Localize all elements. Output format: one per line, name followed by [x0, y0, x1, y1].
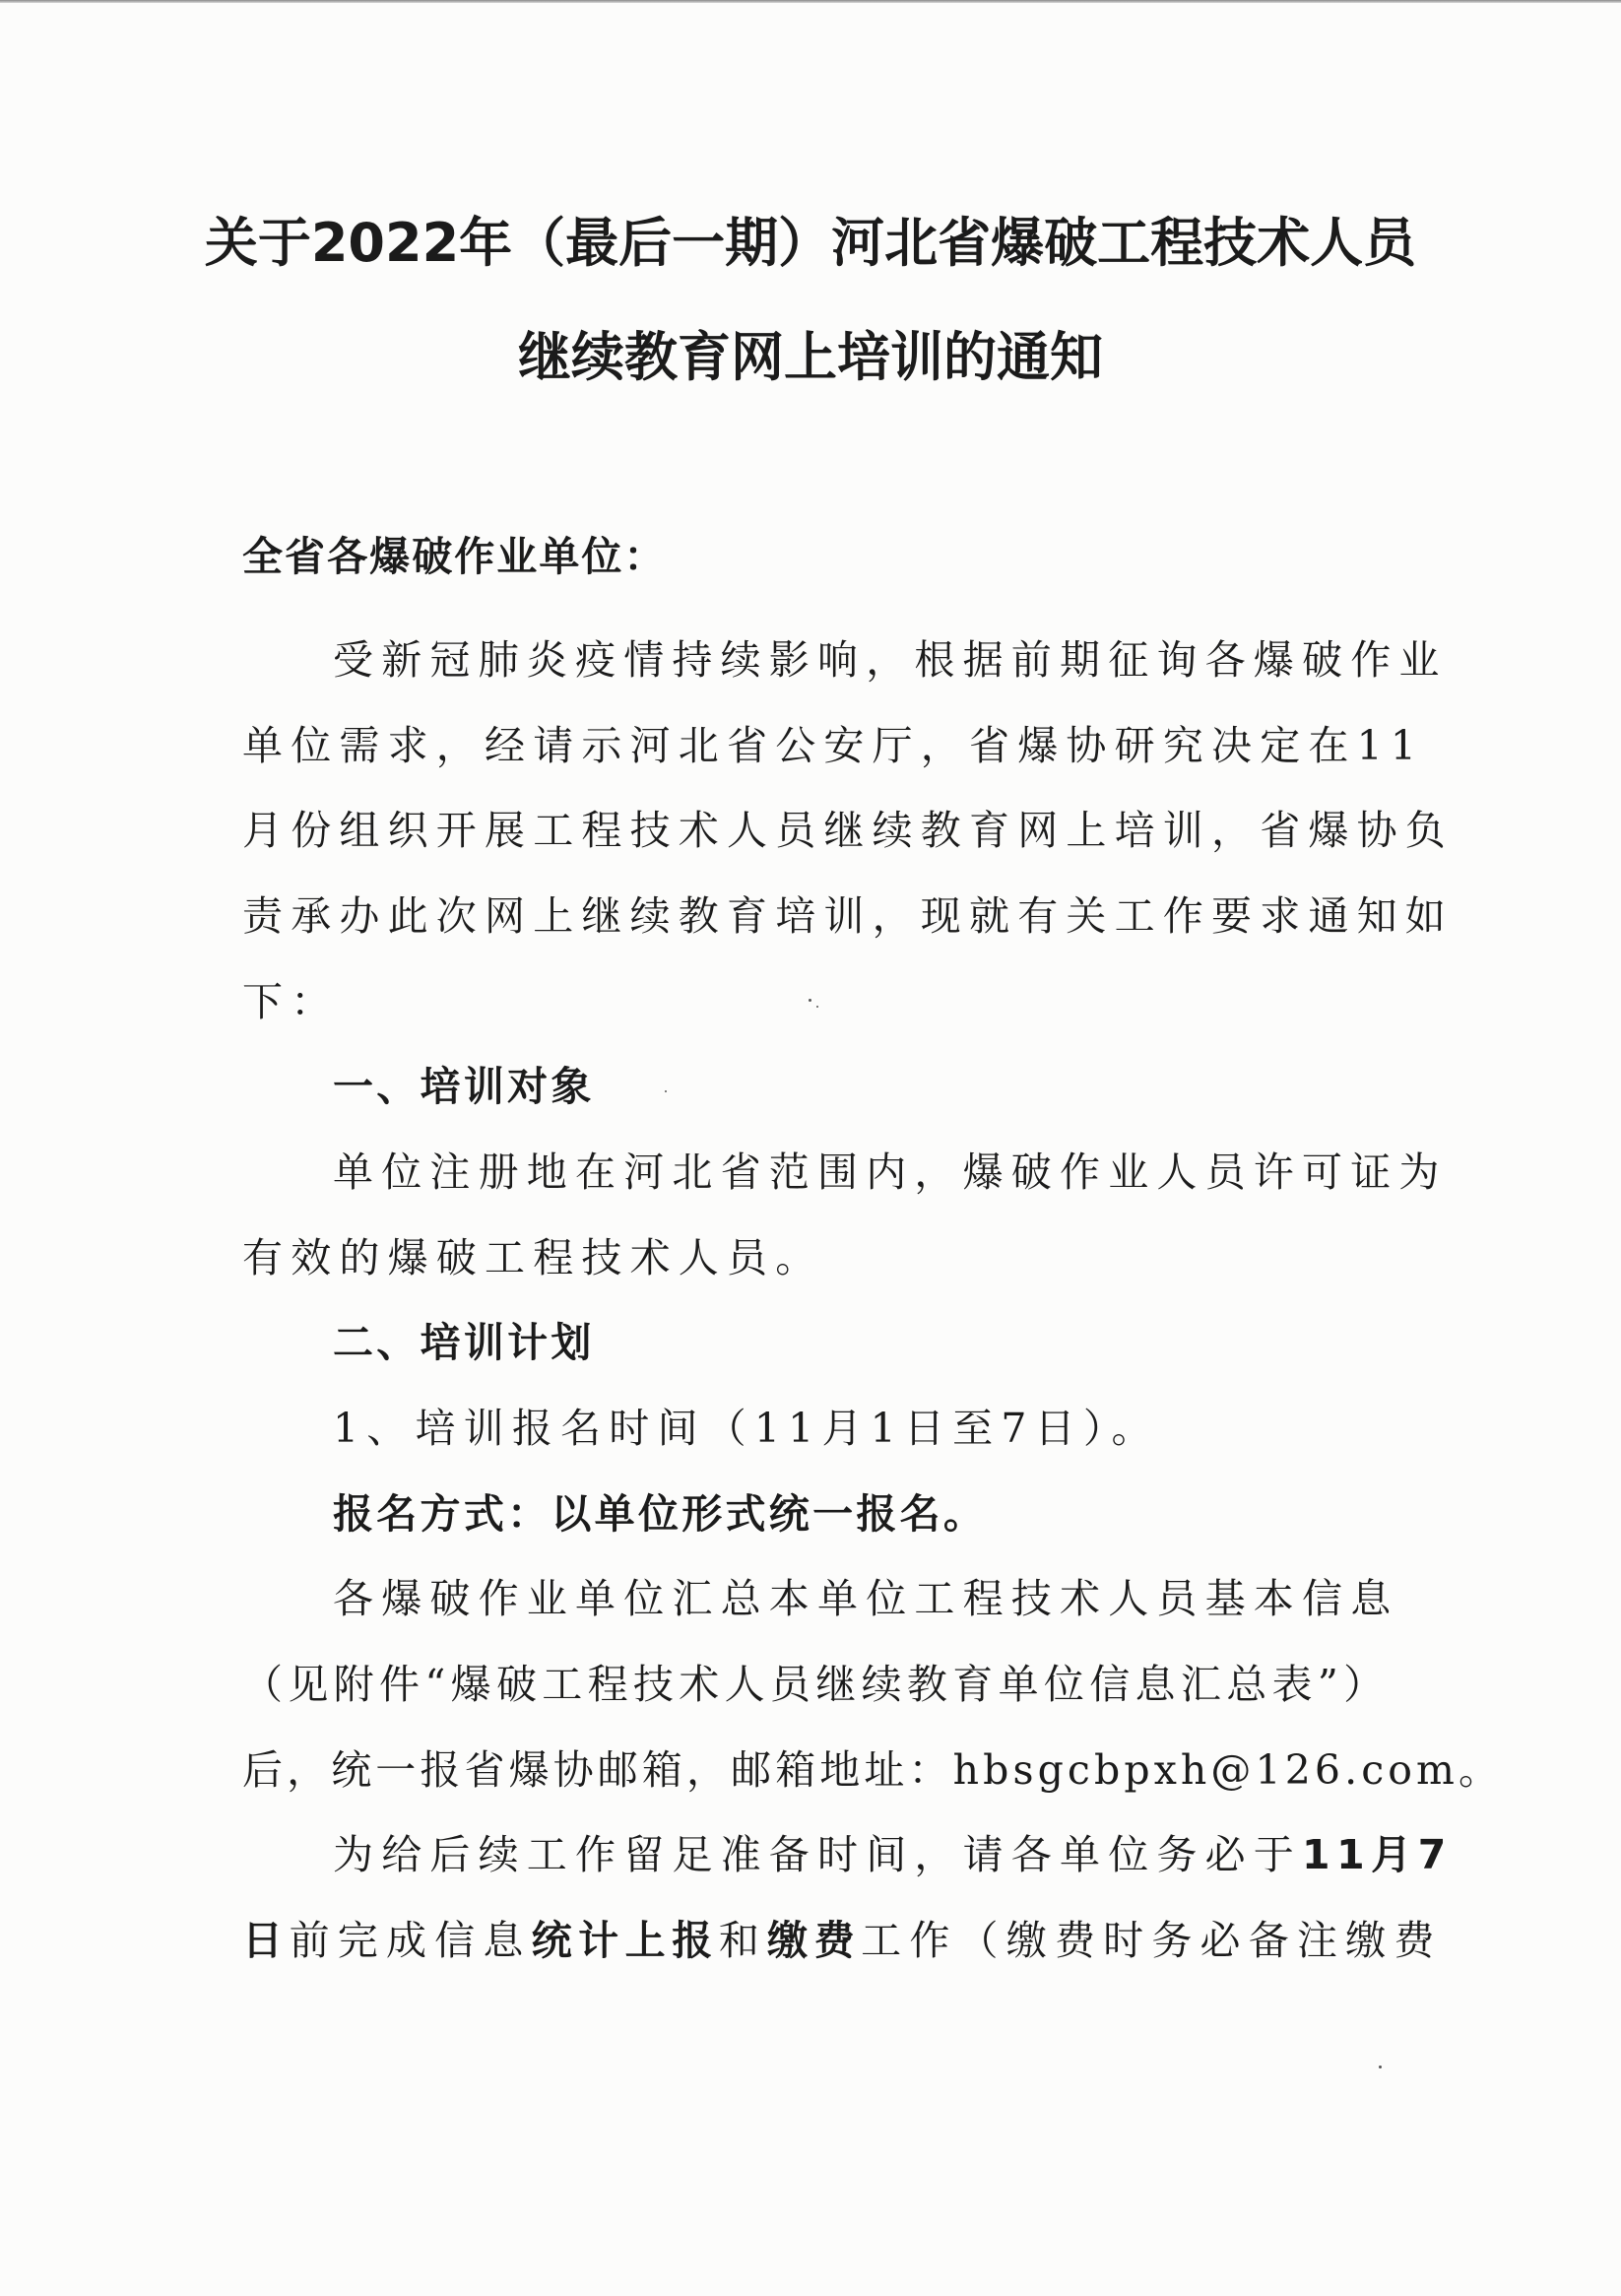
registration-method: 报名方式：以单位形式统一报名。 — [333, 1490, 988, 1538]
document-title-line-1: 关于2022年（最后一期）河北省爆破工程技术人员 — [204, 212, 1417, 274]
training-registration-time: 1、培训报名时间（11月1日至7日）。 — [333, 1405, 1160, 1452]
section-2-heading: 二、培训计划 — [333, 1319, 595, 1366]
section-2-paragraph-1-line-3: 后，统一报省爆协邮箱，邮箱地址：hbsgcbpxh@126.com。 — [242, 1746, 1504, 1794]
deadline-date-part-2: 日 — [242, 1917, 290, 1964]
scan-speck-1 — [809, 999, 811, 1002]
deadline-notice-prefix: 为给后续工作留足准备时间，请各单位务必于 — [333, 1831, 1302, 1878]
scan-speck-3 — [665, 1090, 667, 1092]
section-2-paragraph-1-line-1: 各爆破作业单位汇总本单位工程技术人员基本信息 — [333, 1575, 1399, 1622]
section-1-heading: 一、培训对象 — [333, 1063, 595, 1110]
paragraph-1-line-2: 单位需求，经请示河北省公安厅，省爆协研究决定在11 — [242, 722, 1425, 769]
salutation: 全省各爆破作业单位： — [242, 533, 667, 580]
section-2-paragraph-2-line-1 — [333, 1831, 1453, 1878]
section-1-line-1: 单位注册地在河北省范围内，爆破作业人员许可证为 — [333, 1148, 1448, 1196]
paragraph-1-line-4: 责承办此次网上继续教育培训，现就有关工作要求通知如 — [242, 892, 1454, 940]
statistics-report-emphasis: 统计上报 — [531, 1917, 719, 1964]
document-title-line-2: 继续教育网上培训的通知 — [518, 326, 1103, 388]
scan-top-border — [0, 0, 1621, 3]
deadline-text-2: 和 — [718, 1917, 768, 1964]
scan-speck-2 — [816, 1006, 818, 1008]
paragraph-1-line-5: 下： — [242, 978, 340, 1025]
section-2-paragraph-2-line-2 — [242, 1917, 1443, 1964]
deadline-date-part-1: 11月7 — [1302, 1831, 1453, 1878]
section-2-paragraph-1-line-2: （见附件“爆破工程技术人员继续教育单位信息汇总表”） — [242, 1661, 1390, 1708]
payment-emphasis: 缴费 — [767, 1917, 862, 1964]
deadline-text-1: 前完成信息 — [289, 1917, 532, 1964]
paragraph-1-line-1: 受新冠肺炎疫情持续影响，根据前期征询各爆破作业 — [333, 636, 1448, 684]
deadline-text-3: 工作（缴费时务必备注缴费 — [861, 1917, 1443, 1964]
scan-speck-4 — [1379, 2066, 1382, 2068]
section-1-line-2: 有效的爆破工程技术人员。 — [242, 1234, 824, 1281]
paragraph-1-line-3: 月份组织开展工程技术人员继续教育网上培训，省爆协负 — [242, 807, 1454, 854]
